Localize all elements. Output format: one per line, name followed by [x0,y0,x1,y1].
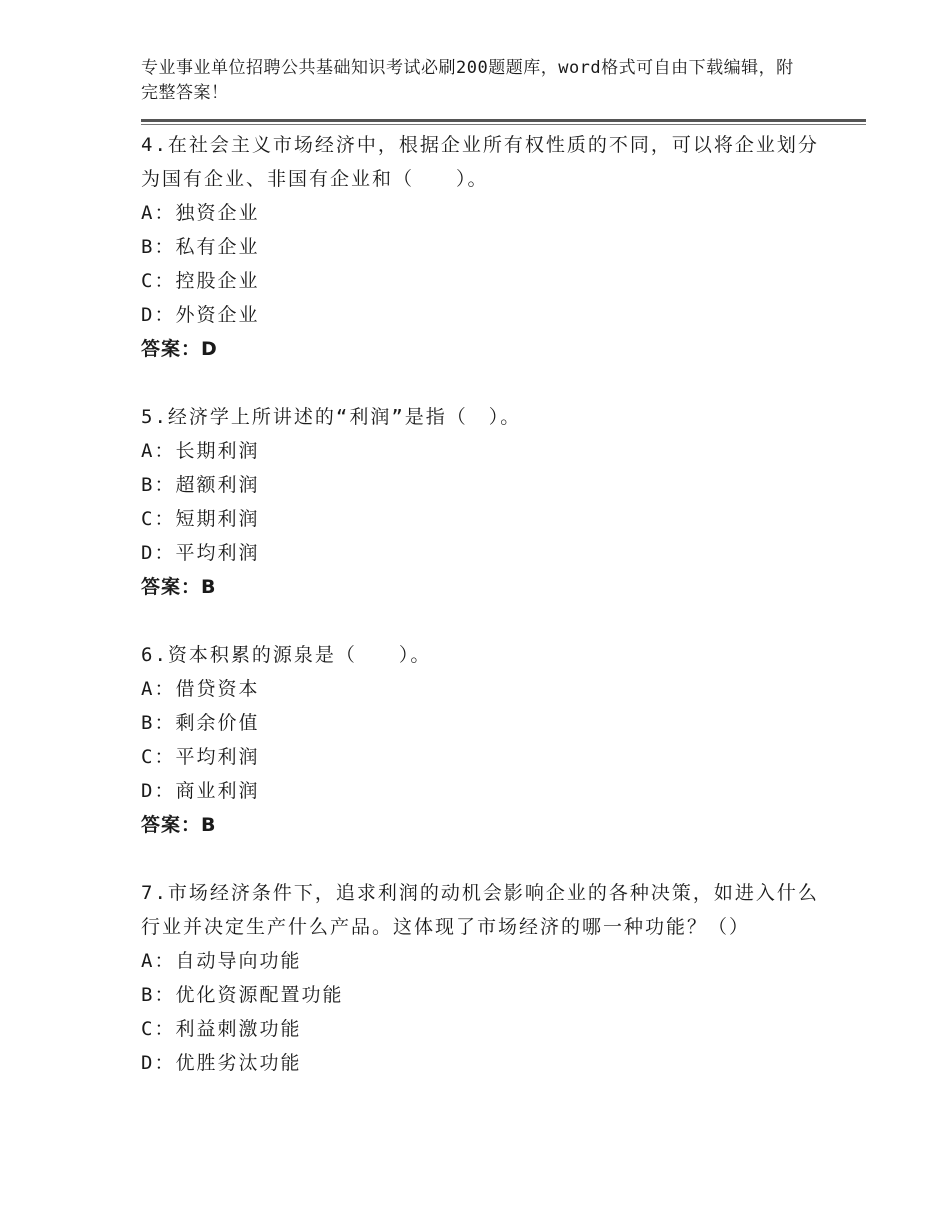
question-7 [141,876,821,1080]
option-a: A：借贷资本 [141,678,260,700]
option-b: B：优化资源配置功能 [141,984,344,1006]
option-b: B：剩余价值 [141,712,260,734]
option-d: D：商业利润 [141,780,260,802]
option-a: A：独资企业 [141,202,260,224]
question-stem: 5.经济学上所讲述的“利润”是指（ ）。 [141,406,522,428]
question-stem: 6.资本积累的源泉是（ ）。 [141,644,432,666]
document-header: 专业事业单位招聘公共基础知识考试必刷200题题库，word格式可自由下载编辑，附完整答案！ [141,58,794,103]
option-d: D：外资企业 [141,304,260,326]
option-d: D：优胜劣汰功能 [141,1052,302,1074]
option-b: B：私有企业 [141,236,260,258]
answer-line: 答案：D [141,338,218,360]
question-stem: 4.在社会主义市场经济中，根据企业所有权性质的不同，可以将企业划分为国有企业、非国有企业和（ ）。 [141,134,819,190]
answer-line: 答案：B [141,576,217,598]
option-c: C：利益刺激功能 [141,1018,302,1040]
question-list [141,128,821,1080]
option-d: D：平均利润 [141,542,260,564]
option-c: C：平均利润 [141,746,260,768]
question-4 [141,128,821,366]
question-stem: 7.市场经济条件下，追求利润的动机会影响企业的各种决策，如进入什么行业并决定生产什么产品。这体现了市场经济的哪一种功能？（） [141,882,819,938]
question-spacer [141,842,821,876]
option-c: C：短期利润 [141,508,260,530]
option-c: C：控股企业 [141,270,260,292]
option-a: A：自动导向功能 [141,950,302,972]
question-5 [141,400,821,604]
header-divider-thin [141,124,866,125]
header-divider-thick [141,119,866,122]
option-a: A：长期利润 [141,440,260,462]
answer-line: 答案：B [141,814,217,836]
question-spacer [141,366,821,400]
question-6 [141,638,821,842]
question-spacer [141,604,821,638]
option-b: B：超额利润 [141,474,260,496]
